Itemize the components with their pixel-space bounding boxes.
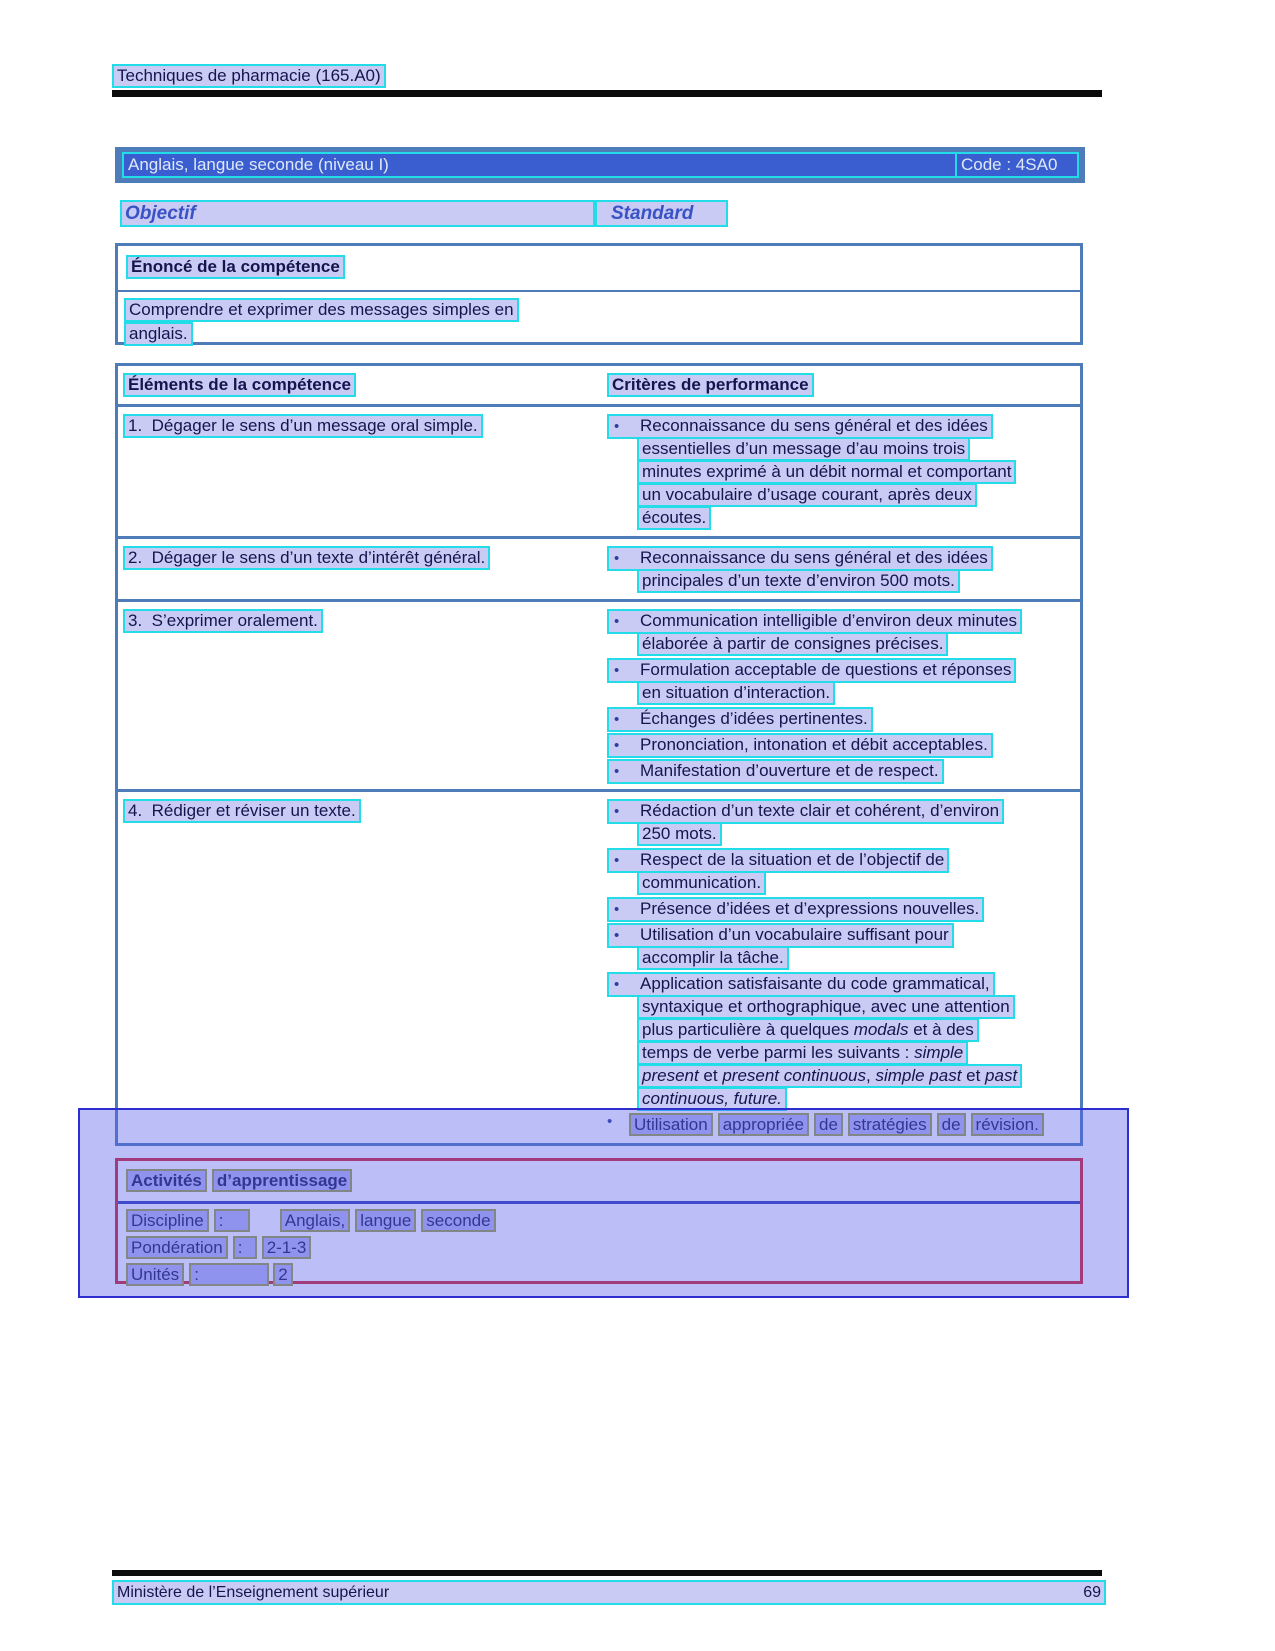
activites-header-word: d’apprentissage xyxy=(212,1169,352,1192)
criterion-line-text xyxy=(642,1066,1017,1085)
criterion-text xyxy=(637,569,960,593)
element-cell xyxy=(123,546,490,570)
criterion-text-segment: modals xyxy=(853,1020,909,1039)
criterion-text xyxy=(607,897,984,922)
activites-box xyxy=(115,1158,1083,1284)
activites-divider xyxy=(118,1201,1080,1204)
criterion xyxy=(607,609,1080,655)
criterion xyxy=(607,848,1080,894)
footer-strip xyxy=(112,1580,1106,1605)
criterion xyxy=(607,799,1080,845)
criterion-line xyxy=(637,946,1080,969)
bullet-icon: • xyxy=(614,550,620,567)
criterion-text-segment: et xyxy=(961,1066,986,1085)
word-highlight: révision. xyxy=(971,1113,1044,1136)
word-highlight: appropriée xyxy=(718,1113,809,1136)
criterion-line xyxy=(607,707,1080,730)
criterion-line-text xyxy=(642,1020,974,1039)
bullet-icon: • xyxy=(614,737,620,754)
criterion-text-segment: past xyxy=(985,1066,1018,1085)
criteria-cell xyxy=(607,414,1080,529)
criterion-line-text: 250 mots. xyxy=(642,824,717,843)
table-rows xyxy=(118,404,1080,1143)
activites-label: Pondération xyxy=(126,1236,228,1259)
criterion-line-text: principales d’un texte d’environ 500 mots. xyxy=(642,571,955,590)
element-text: 4. Rédiger et réviser un texte. xyxy=(123,799,361,823)
bullet-icon: • xyxy=(614,711,620,728)
criterion-line xyxy=(637,995,1080,1018)
activites-row xyxy=(126,1263,1076,1290)
criterion-text xyxy=(607,707,873,732)
criterion-text xyxy=(637,822,722,846)
criterion xyxy=(607,897,1080,920)
criterion-line-text: un vocabulaire d’usage courant, après deux xyxy=(642,485,972,504)
title-bar xyxy=(115,147,1085,183)
criterion-text-segment: simple xyxy=(914,1043,964,1062)
criterion-line xyxy=(637,437,1080,460)
bullet-icon: • xyxy=(614,803,620,820)
criterion-line-text: Formulation acceptable de questions et réponses xyxy=(640,660,1012,679)
activites-value: 2-1-3 xyxy=(262,1236,312,1259)
activites-rows xyxy=(126,1209,1076,1290)
activites-row xyxy=(126,1209,1076,1236)
enonce-box xyxy=(115,243,1083,345)
criterion xyxy=(607,414,1080,529)
criterion-line xyxy=(607,972,1080,995)
table-header xyxy=(118,366,1080,404)
criterion-line-text: Utilisation d’un vocabulaire suffisant pour xyxy=(640,925,949,944)
criterion-text-segment: present continuous xyxy=(722,1066,866,1085)
criterion-text xyxy=(637,437,970,461)
criterion-line-text xyxy=(642,1043,963,1062)
col-header-elements: Éléments de la compétence xyxy=(123,373,356,397)
criterion-text xyxy=(637,460,1016,484)
bullet-icon: • xyxy=(614,613,620,630)
bullet-icon: • xyxy=(614,418,620,435)
element-text: 3. S’exprimer oralement. xyxy=(123,609,323,633)
activites-value: 2 xyxy=(273,1263,292,1286)
criterion-line xyxy=(607,546,1080,569)
title-bar-code: Code : 4SA0 xyxy=(955,152,1079,178)
activites-label: Discipline xyxy=(126,1209,209,1232)
footer-bar xyxy=(112,1580,1102,1605)
criterion-line-text: essentielles d’un message d’au moins trois xyxy=(642,439,966,458)
criterion-line-text: écoutes. xyxy=(642,508,707,527)
enonce-divider xyxy=(118,290,1080,292)
criterion-line xyxy=(607,799,1080,822)
criterion xyxy=(607,546,1080,592)
bullet-icon: • xyxy=(614,976,620,993)
activites-row xyxy=(126,1236,1076,1263)
criterion-line xyxy=(637,569,1080,592)
element-text: 2. Dégager le sens d’un texte d’intérêt général. xyxy=(123,546,490,570)
activites-colon: : xyxy=(189,1263,269,1286)
footer-rule xyxy=(112,1570,1102,1576)
criterion-text-segment: present xyxy=(642,1066,699,1085)
criterion-line-text: Présence d’idées et d’expressions nouvelles. xyxy=(640,899,980,918)
criterion-line xyxy=(637,1087,1080,1110)
criterion-line xyxy=(637,1064,1080,1087)
criterion-line xyxy=(637,871,1080,894)
criterion-line-text: Application satisfaisante du code grammatical, xyxy=(640,974,990,993)
criterion-text xyxy=(637,632,948,656)
enonce-line: anglais. xyxy=(124,322,193,346)
standard-heading: Standard xyxy=(595,200,728,227)
criterion-line-text: Reconnaissance du sens général et des idées xyxy=(640,416,988,435)
bullet-icon: • xyxy=(614,763,620,780)
criterion-text xyxy=(637,995,1015,1019)
criterion-text xyxy=(607,848,949,873)
criterion-text xyxy=(637,681,835,705)
activites-value: seconde xyxy=(421,1209,495,1232)
criterion-line xyxy=(637,506,1080,529)
criterion-text-segment: et xyxy=(698,1066,723,1085)
activites-value: langue xyxy=(355,1209,416,1232)
activites-colon: : xyxy=(214,1209,250,1232)
word-highlight: de xyxy=(937,1113,966,1136)
word-highlight: Utilisation xyxy=(629,1113,713,1136)
criterion xyxy=(607,1113,1080,1136)
criterion-line-text: Rédaction d’un texte clair et cohérent, d’environ xyxy=(640,801,1000,820)
criterion-line xyxy=(607,658,1080,681)
criterion-line xyxy=(637,483,1080,506)
criterion-line xyxy=(607,759,1080,782)
footer-ministry: Ministère de l’Enseignement supérieur xyxy=(117,1584,390,1601)
title-bar-title: Anglais, langue seconde (niveau I) xyxy=(122,152,970,178)
criterion-line xyxy=(637,1018,1080,1041)
element-text: 1. Dégager le sens d’un message oral simple. xyxy=(123,414,483,438)
criterion-text xyxy=(607,923,954,948)
element-cell xyxy=(123,414,483,438)
enonce-header: Énoncé de la compétence xyxy=(126,255,345,279)
element-cell xyxy=(123,799,361,823)
criterion-line-text: Manifestation d’ouverture et de respect. xyxy=(640,761,939,780)
criterion-text-segment: plus particulière à quelques xyxy=(642,1020,854,1039)
criterion-line xyxy=(607,609,1080,632)
criterion xyxy=(607,707,1080,730)
criterion-line xyxy=(637,1041,1080,1064)
criterion-text xyxy=(637,871,766,895)
bullet-icon: • xyxy=(614,901,620,918)
bullet-icon: • xyxy=(614,852,620,869)
criterion-line-text xyxy=(642,1089,782,1108)
criterion-line xyxy=(637,632,1080,655)
criterion-text-segment: continuous, future. xyxy=(642,1089,782,1108)
criterion-line xyxy=(607,923,1080,946)
section-headings xyxy=(120,200,728,227)
criterion-text xyxy=(637,506,711,530)
enonce-line: Comprendre et exprimer des messages simples en xyxy=(124,298,519,322)
criterion-text xyxy=(637,946,789,970)
objectif-heading: Objectif xyxy=(120,200,595,227)
criterion-line xyxy=(607,414,1080,437)
criterion-line xyxy=(607,897,1080,920)
criterion-text xyxy=(637,1018,979,1042)
criterion-line xyxy=(637,681,1080,704)
criterion-text xyxy=(607,658,1016,683)
activites-label: Unités xyxy=(126,1263,184,1286)
bullet-icon: • xyxy=(607,1113,613,1130)
criterion-text xyxy=(607,733,993,758)
criterion-text-segment: , xyxy=(865,1066,876,1085)
criteria-cell xyxy=(607,799,1080,1136)
criterion-line xyxy=(637,822,1080,845)
criterion-text xyxy=(637,483,977,507)
criterion-line-text: Communication intelligible d’environ deux minutes xyxy=(640,611,1018,630)
criterion-text xyxy=(607,546,993,571)
criteria-cell xyxy=(607,609,1080,782)
activites-header-word: Activités xyxy=(126,1169,207,1192)
activites-value: Anglais, xyxy=(280,1209,350,1232)
criterion-text xyxy=(607,414,993,439)
criterion-text xyxy=(607,799,1004,824)
criterion-text xyxy=(607,609,1022,634)
criterion-text-segment: simple past xyxy=(875,1066,962,1085)
footer-page-number: 69 xyxy=(1083,1584,1101,1601)
bullet-icon: • xyxy=(614,927,620,944)
criterion-line xyxy=(607,848,1080,871)
activites-colon: : xyxy=(233,1236,257,1259)
criterion xyxy=(607,923,1080,969)
element-cell xyxy=(123,609,323,633)
criterion-line-text: syntaxique et orthographique, avec une attention xyxy=(642,997,1010,1016)
doc-header xyxy=(112,64,386,88)
criterion-line-text: en situation d’interaction. xyxy=(642,683,831,702)
table-row xyxy=(118,599,1080,789)
activites-header xyxy=(126,1169,357,1192)
header-rule xyxy=(112,90,1102,97)
word-highlight: stratégies xyxy=(848,1113,932,1136)
criterion xyxy=(607,658,1080,704)
criterion-text xyxy=(637,1087,787,1111)
table-row xyxy=(118,404,1080,536)
doc-header-text: Techniques de pharmacie (165.A0) xyxy=(112,64,386,88)
competence-table xyxy=(115,363,1083,1146)
criterion-line-text: communication. xyxy=(642,873,762,892)
criterion-line-text: Respect de la situation et de l’objectif de xyxy=(640,850,945,869)
table-row xyxy=(118,536,1080,599)
col-header-criteres: Critères de performance xyxy=(607,373,814,397)
criterion-line-text: Prononciation, intonation et débit acceptables. xyxy=(640,735,988,754)
criterion-line-text: accomplir la tâche. xyxy=(642,948,784,967)
criterion xyxy=(607,759,1080,782)
criterion xyxy=(607,733,1080,756)
criterion-line-text: élaborée à partir de consignes précises. xyxy=(642,634,944,653)
criterion-line-text: minutes exprimé à un débit normal et comportant xyxy=(642,462,1012,481)
criterion-text-segment: temps de verbe parmi les suivants : xyxy=(642,1043,915,1062)
criterion-text xyxy=(607,972,995,997)
criterion-text xyxy=(637,1041,968,1065)
criteria-cell xyxy=(607,546,1080,592)
criterion-line xyxy=(607,1113,1080,1136)
criterion-line xyxy=(607,733,1080,756)
criterion-line xyxy=(637,460,1080,483)
bullet-icon: • xyxy=(614,662,620,679)
criterion-text-segment: et à des xyxy=(908,1020,974,1039)
table-row xyxy=(118,789,1080,1143)
criterion-line-text: Échanges d’idées pertinentes. xyxy=(640,709,868,728)
criterion xyxy=(607,972,1080,1110)
criterion-text xyxy=(637,1064,1022,1088)
criterion-line-text: Reconnaissance du sens général et des idées xyxy=(640,548,988,567)
criterion-text xyxy=(607,759,944,784)
word-highlight: de xyxy=(814,1113,843,1136)
